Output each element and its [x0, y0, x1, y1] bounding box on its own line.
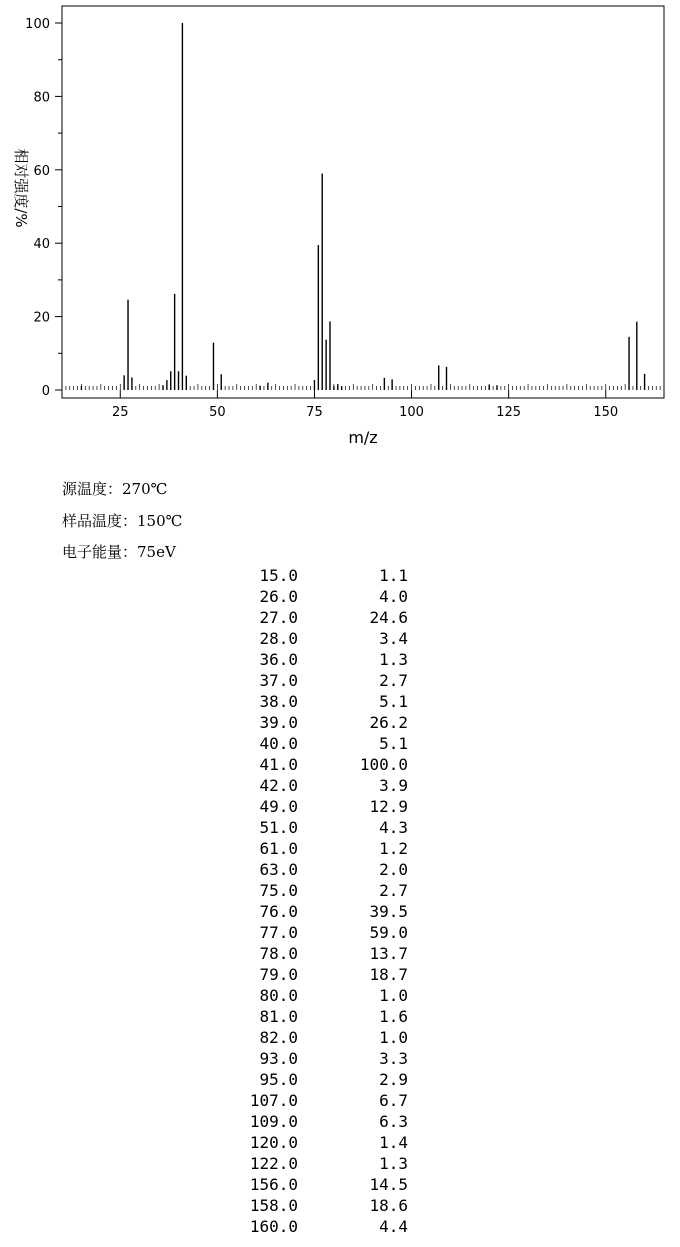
table-row	[0, 1049, 680, 1070]
peak-abundance: 6.7	[379, 1091, 408, 1110]
table-row	[0, 860, 680, 881]
peak-abundance: 18.7	[369, 965, 408, 984]
table-row	[0, 902, 680, 923]
peak-abundance: 2.9	[379, 1070, 408, 1089]
table-row	[0, 818, 680, 839]
source-temperature-value: 270℃	[122, 480, 168, 498]
y-tick-label: 60	[33, 163, 50, 179]
y-tick-label: 100	[25, 17, 50, 32]
table-row	[0, 1133, 680, 1154]
peak-abundance: 4.4	[379, 1217, 408, 1236]
table-row	[0, 1175, 680, 1196]
peak-abundance: 1.0	[379, 986, 408, 1005]
x-tick-label: 100	[399, 405, 424, 420]
peak-abundance: 1.3	[379, 650, 408, 669]
table-row	[0, 1154, 680, 1175]
peak-mz: 156.0	[249, 1175, 298, 1194]
table-row	[0, 692, 680, 713]
peak-abundance: 6.3	[379, 1112, 408, 1131]
table-row	[0, 1028, 680, 1049]
table-row	[0, 776, 680, 797]
source-temperature	[62, 478, 167, 499]
peak-mz: 39.0	[259, 713, 298, 732]
peak-abundance: 3.4	[379, 629, 408, 648]
peak-mz: 41.0	[259, 755, 298, 774]
table-row	[0, 839, 680, 860]
peak-mz: 109.0	[249, 1112, 298, 1131]
x-axis-ticks	[112, 390, 618, 420]
table-row	[0, 944, 680, 965]
peak-mz: 78.0	[259, 944, 298, 963]
peak-abundance: 18.6	[369, 1196, 408, 1215]
peak-mz: 15.0	[259, 566, 298, 585]
peak-abundance: 4.3	[379, 818, 408, 837]
peak-abundance: 2.0	[379, 860, 408, 879]
y-tick-label: 0	[41, 384, 50, 399]
peak-mz: 63.0	[259, 860, 298, 879]
peak-abundance: 1.3	[379, 1154, 408, 1173]
peak-abundance: 1.2	[379, 839, 408, 858]
x-tick-label: 150	[593, 405, 619, 420]
peak-mz: 49.0	[259, 797, 298, 816]
peak-mz: 122.0	[249, 1154, 298, 1173]
table-row	[0, 587, 680, 608]
peak-mz: 36.0	[259, 650, 298, 669]
electron-energy-value: 75eV	[137, 543, 176, 561]
table-row	[0, 629, 680, 650]
x-tick-label: 125	[496, 405, 522, 420]
peak-mz: 93.0	[259, 1049, 298, 1068]
peak-mz: 77.0	[259, 923, 298, 942]
peak-mz: 81.0	[259, 1007, 298, 1026]
peak-mz: 26.0	[259, 587, 298, 606]
peak-mz: 80.0	[259, 986, 298, 1005]
peak-mz: 75.0	[259, 881, 298, 900]
electron-energy-label: 电子能量：	[62, 543, 138, 561]
sample-temperature-value: 150℃	[137, 512, 183, 530]
y-axis-label: 相对强度/%	[12, 148, 30, 228]
peak-abundance: 39.5	[369, 902, 408, 921]
peak-abundance: 2.7	[379, 671, 408, 690]
table-row	[0, 1070, 680, 1091]
peak-abundance: 59.0	[369, 923, 408, 942]
table-row	[0, 965, 680, 986]
peak-abundance: 3.3	[379, 1049, 408, 1068]
peak-mz: 76.0	[259, 902, 298, 921]
peak-abundance: 3.9	[379, 776, 408, 795]
table-row	[0, 671, 680, 692]
table-row	[0, 923, 680, 944]
peak-abundance: 12.9	[369, 797, 408, 816]
x-tick-label: 50	[209, 405, 226, 420]
table-row	[0, 1007, 680, 1028]
peak-mz: 79.0	[259, 965, 298, 984]
x-minor-ticks	[66, 384, 660, 390]
table-row	[0, 986, 680, 1007]
table-row	[0, 566, 680, 587]
peak-abundance: 24.6	[369, 608, 408, 627]
x-axis-label: m/z	[348, 428, 378, 447]
x-tick-label: 75	[306, 405, 323, 420]
y-tick-label: 80	[33, 90, 50, 106]
peak-abundance: 2.7	[379, 881, 408, 900]
table-row	[0, 881, 680, 902]
peak-abundance: 1.1	[379, 566, 408, 585]
peak-mz: 160.0	[249, 1217, 298, 1236]
peak-mz: 42.0	[259, 776, 298, 795]
peak-abundance: 100.0	[359, 755, 408, 774]
sample-temperature	[62, 510, 182, 531]
peak-abundance: 1.4	[379, 1133, 408, 1152]
table-row	[0, 1091, 680, 1112]
table-row	[0, 734, 680, 755]
table-row	[0, 608, 680, 629]
y-tick-label: 40	[33, 237, 50, 253]
peak-mz: 82.0	[259, 1028, 298, 1047]
y-tick-label: 20	[33, 310, 50, 326]
table-row	[0, 713, 680, 734]
table-row	[0, 1217, 680, 1238]
table-row	[0, 1112, 680, 1133]
peak-mz: 158.0	[249, 1196, 298, 1215]
peak-abundance: 4.0	[379, 587, 408, 606]
electron-energy	[62, 541, 176, 562]
peak-mz: 28.0	[259, 629, 298, 648]
peak-abundance: 5.1	[379, 734, 408, 753]
mass-spectrum-chart	[0, 0, 680, 460]
peak-abundance: 14.5	[369, 1175, 408, 1194]
source-temperature-label: 源温度：	[62, 480, 123, 498]
peak-abundance: 1.0	[379, 1028, 408, 1047]
peak-abundance: 1.6	[379, 1007, 408, 1026]
peak-mz: 27.0	[259, 608, 298, 627]
table-row	[0, 755, 680, 776]
table-row	[0, 797, 680, 818]
table-row	[0, 1196, 680, 1217]
peak-mz: 107.0	[249, 1091, 298, 1110]
peak-mz: 61.0	[259, 839, 298, 858]
x-tick-label: 25	[111, 405, 129, 420]
peak-mz: 120.0	[249, 1133, 298, 1152]
peak-table	[0, 566, 680, 1238]
peak-abundance: 5.1	[379, 692, 408, 711]
sample-temperature-label: 样品温度：	[62, 512, 138, 530]
peak-mz: 51.0	[259, 818, 298, 837]
peak-abundance: 26.2	[369, 713, 408, 732]
peak-abundance: 13.7	[369, 944, 408, 963]
spectrum-peaks	[81, 23, 644, 390]
peak-mz: 40.0	[259, 734, 298, 753]
peak-mz: 37.0	[259, 671, 298, 690]
peak-mz: 38.0	[259, 692, 298, 711]
table-row	[0, 650, 680, 671]
plot-frame	[62, 6, 664, 398]
peak-mz: 95.0	[259, 1070, 298, 1089]
